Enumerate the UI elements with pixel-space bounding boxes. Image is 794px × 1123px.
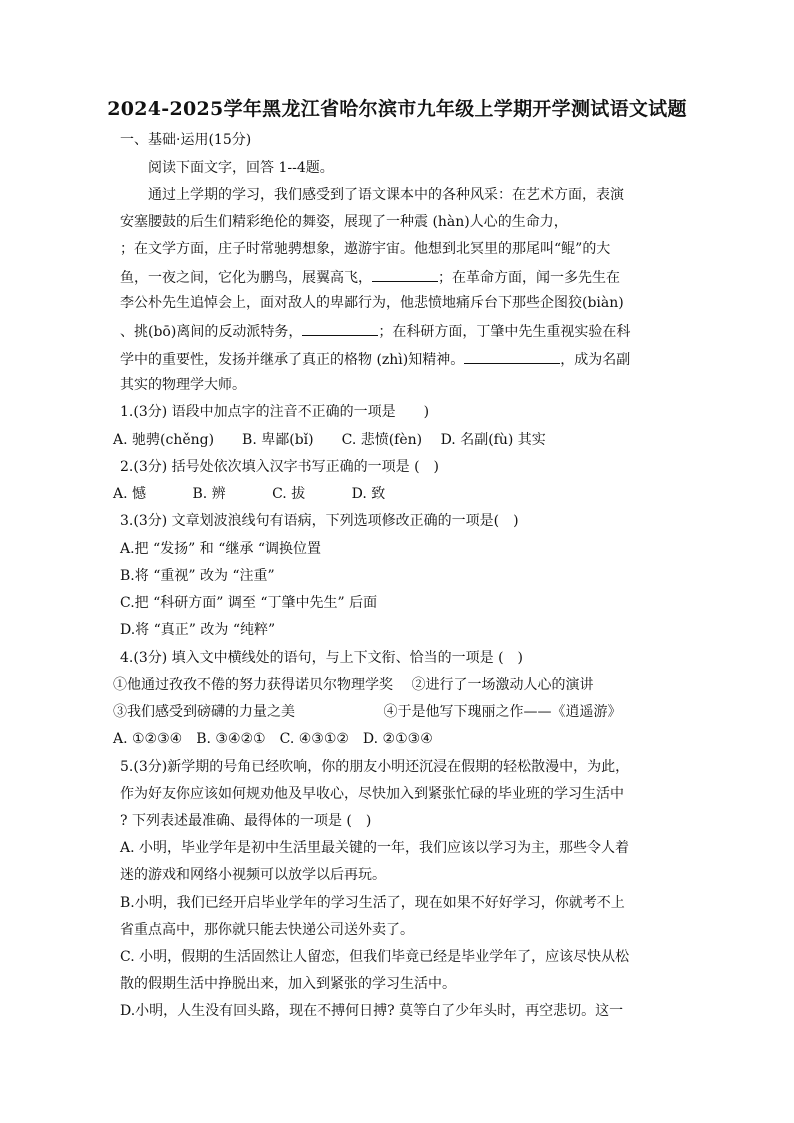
question-4: 4.(3分) 填入文中横线处的语句，与上下文衔、恰当的一项是 ( ) [120,650,524,666]
question-1-options: A. 驰骋(chěng) B. 卑鄙(bǐ) C. 悲愤(fèn) D. 名副(fù) 其实 [113,432,546,448]
passage-text: ；在革命方面，闻一多先生在 [438,270,620,286]
question-2-options: A. 憾 B. 辨 C. 拔 D. 致 [113,486,386,502]
question-5-option: A. 小明，毕业学年是初中生活里最关键的一年，我们应该以学习为主，那些令人着 [120,840,630,856]
page-title: 2024-2025学年黑龙江省哈尔滨市九年级上学期开学测试语文试题 [107,98,687,120]
passage-line [120,267,620,287]
question-1: 1.(3分) 语段中加点字的注音不正确的一项是 ) [120,404,430,420]
question-3-option: C.把 “科研方面” 调至 “丁肇中先生” 后面 [120,595,378,611]
question-5: 5.(3分)新学期的号角已经吹响，你的朋友小明还沉浸在假期的轻松散漫中，为此， [120,759,630,775]
question-2: 2.(3分) 括号处依次填入汉字书写正确的一项是 ( ) [120,459,440,475]
passage-text: 、挑(bō)离间的反动派特务， [120,324,303,340]
question-4-options: A. ①②③④ B. ③④②① C. ④③①② D. ②①③④ [113,731,433,747]
passage-line: ；在文学方面，庄子时常驰骋想象，遨游宇宙。他想到北冥里的那尾叫“鲲”的大 [120,241,611,257]
question-5-option: B.小明，我们已经开启毕业学年的学习生活了，现在如果不好好学习，你就考不上 [120,895,625,911]
fill-blank[interactable] [372,267,438,282]
passage-line [120,321,630,341]
question-5-option: C. 小明，假期的生活固然让人留恋，但我们毕竟已经是毕业学年了，应该尽快从松 [120,949,630,965]
question-4-item: ③我们感受到磅礴的力量之美 ④于是他写下瑰丽之作——《逍遥游》 [113,704,622,720]
passage-line [120,349,630,369]
fill-blank[interactable] [302,321,378,336]
question-5-option: 省重点高中，那你就只能去快递公司送外卖了。 [120,922,414,938]
passage-line: 通过上学期的学习，我们感受到了语文课本中的各种风采：在艺术方面，表演 [148,187,624,203]
question-3-option: A.把 “发扬” 和 “继承 “调换位置 [120,541,321,557]
question-5: ? 下列表述最准确、最得体的一项是 ( ) [120,813,372,829]
passage-text: ，成为名副 [560,352,631,368]
question-3: 3.(3分) 文章划波浪线句有语病，下列选项修改正确的一项是( ) [120,513,519,529]
question-5-option: 迷的游戏和网络小视频可以放学以后再玩。 [120,867,386,883]
question-4-item: ①他通过孜孜不倦的努力获得诺贝尔物理学奖 ②进行了一场激动人心的演讲 [113,677,594,693]
passage-line: 安塞腰鼓的后生们精彩绝伦的舞姿，展现了一种震 (hàn)人心的生命力， [120,214,568,230]
passage-line: 李公朴先生追悼会上，面对敌人的卑鄙行为，他悲愤地痛斥台下那些企图狡(biàn) [120,295,624,311]
passage-line: 其实的物理学大师。 [120,377,246,393]
question-5: 作为好友你应该如何规劝他及早收心，尽快加入到紧张忙碌的毕业班的学习生活中 [120,786,624,802]
question-5-option: D.小明，人生没有回头路，现在不搏何日搏? 莫等白了少年头时，再空悲切。这一 [120,1003,624,1019]
question-3-option: D.将 “真正” 改为 “纯粹” [120,622,276,638]
fill-blank[interactable] [464,349,560,364]
passage-text: 鱼，一夜之间，它化为鹏鸟，展翼高飞， [120,270,372,286]
question-3-option: B.将 “重视” 改为 “注重” [120,568,275,584]
passage-text: 学中的重要性，发扬并继承了真正的格物 (zhì)知精神。 [120,352,465,368]
reading-instruction: 阅读下面文字，回答 1--4题。 [148,160,334,176]
section-heading: 一、基础·运用(15分) [120,132,252,148]
question-5-option: 散的假期生活中挣脱出来，加入到紧张的学习生活中。 [120,976,456,992]
passage-text: ；在科研方面，丁肇中先生重视实验在科 [378,324,631,340]
